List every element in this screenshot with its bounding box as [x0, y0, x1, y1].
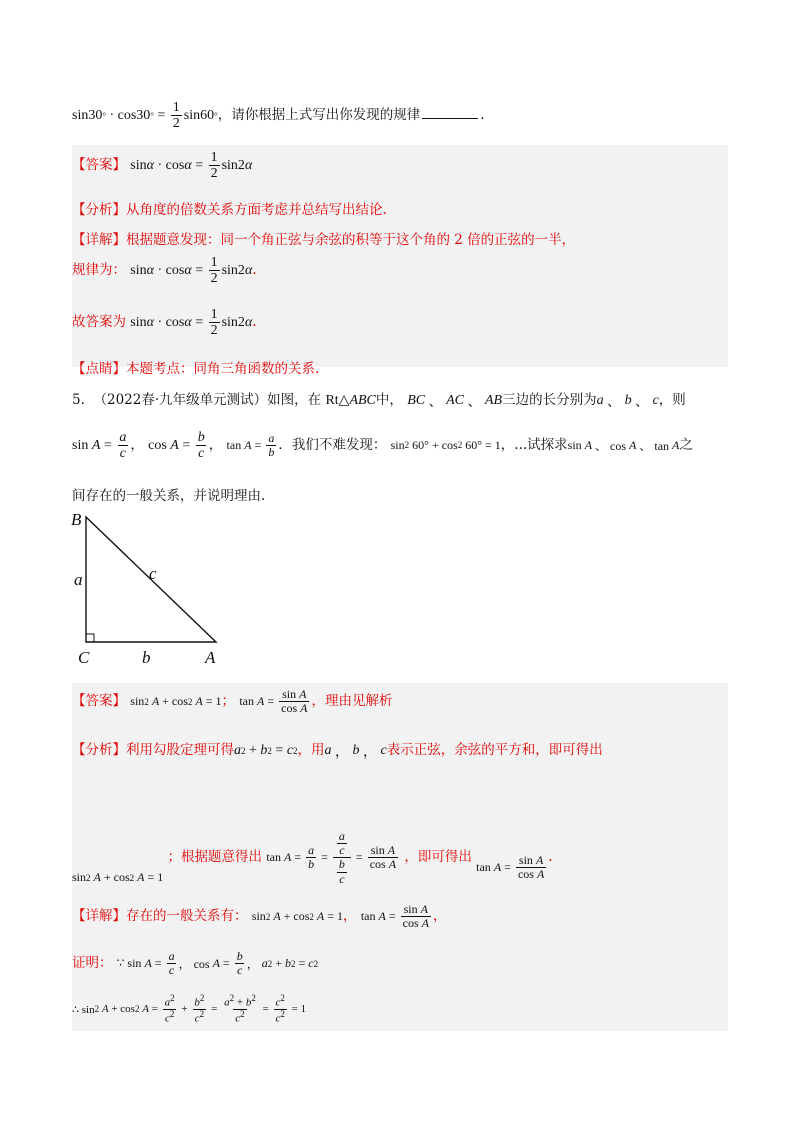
q5-detail-tag: 【详解】 — [72, 908, 126, 925]
we-find-text: ．我们不难发现： — [278, 436, 387, 453]
q4-final-line — [72, 307, 257, 339]
pythagorean: a 2 + b 2 = c 2 — [234, 743, 298, 758]
proof-givens: ∵ sin A = $\frac{a}{c}$ ， cos A = $\frac{b}{c}$ ， a 2 + b 2 = c 2 — [116, 949, 319, 978]
q4-analysis-line — [72, 198, 387, 218]
q4-rule-line — [72, 255, 257, 287]
q5-middle: 中， — [375, 392, 403, 408]
q5-line-3 — [72, 484, 265, 504]
side-c-label: c — [149, 564, 157, 583]
q4-end-mark: . — [480, 106, 485, 123]
right-triangle-figure — [66, 505, 236, 670]
vertex-c-label: C — [78, 648, 90, 667]
analysis-text-3: 表示正弦，余弦的平方和，即可得出 — [386, 742, 603, 758]
sides-list: BC 、 AC 、 AB — [407, 393, 503, 410]
trig-funcs: sin A 、 cos A 、 tan A — [567, 437, 680, 453]
rule-formula: sin α · cos α = $\frac{1}{2}$ sin2 α — [130, 255, 253, 287]
q4-answer-formula: sin α · cos α = $\frac{1}{2}$ sin2 α — [130, 150, 253, 182]
right-angle-mark — [86, 634, 94, 642]
answer-tail: ，理由见解析 — [311, 693, 393, 710]
q5-analysis-line — [72, 738, 603, 761]
sides-text: 三边的长分别为 — [502, 392, 597, 408]
q5-answer-line: 【答案】 sin 2 A + cos 2 A = 1； tan A = $\frac{\text{sin A}}{\text{cos A}}$ ，理由见解析 — [72, 687, 393, 716]
q5-answer-tag: 【答案】 — [72, 693, 126, 710]
q5-intro: 如图，在 — [267, 392, 322, 408]
then-get-text: ，即可得出 — [404, 849, 472, 866]
vertex-b-label: B — [71, 510, 82, 529]
q5-detail-text: 存在的一般关系有： — [126, 908, 248, 925]
answer-tan: tan A = $\frac{\text{sin A}}{\text{cos A}}$ — [239, 687, 308, 716]
tan-def: tan A = $\frac{a}{b}$ — [226, 430, 275, 459]
rule-period: . — [252, 261, 257, 278]
rule-label: 规律为： — [72, 261, 126, 278]
q5-analysis-tag: 【分析】 — [72, 742, 126, 758]
q5-derivation-line: sin 2 A + cos 2 A = 1 ；根据题意得出 tan A = $\frac{a}{b}$ = $\frac{\frac{a}{c}}{\frac{b}{c}}$ = $\frac{\text{sin A}}{\text{cos A}}$ ，即可得出 tan A = $\frac{\text{sin A}}{\text{cos A}}$ . — [72, 829, 553, 886]
q5-line-2: sin A = $\frac{a}{c}$ ， cos A = $\frac{b}{c}$ ， tan A = $\frac{a}{b}$ ．我们不难发现： sin 2 60° + cos 2 60° = 1，...试探求sin A 、 cos A 、 tan A 之 — [72, 430, 693, 462]
side-a-label: a — [74, 570, 83, 589]
sin-def: sin A = $\frac{a}{c}$ — [72, 430, 127, 462]
based-text: ；根据题意得出 — [167, 849, 263, 866]
comment-text: 本题考点：同角三角函数的关系. — [126, 361, 320, 377]
abc-letters: a ， b ， c — [324, 743, 387, 760]
answer-tag: 【答案】 — [72, 156, 126, 173]
q4-answer-line — [72, 150, 252, 182]
derived-identity: sin 2 A + cos 2 A = 1 — [72, 870, 164, 885]
q5-therefore-line — [72, 994, 306, 1025]
triangle-name: Rt△ ABC — [325, 392, 376, 408]
analysis-text: 从角度的倍数关系方面考虑并总结写出结论. — [126, 202, 387, 218]
q5-line-1 — [72, 388, 686, 411]
q5-proof-line — [72, 950, 318, 977]
q4-comment-line — [72, 357, 319, 377]
q5-line3-text: 间存在的一般关系，并说明理由. — [72, 488, 266, 504]
side-b-label: b — [142, 648, 151, 667]
analysis-tag: 【分析】 — [72, 202, 126, 218]
therefore-equation: ∴ sin 2 A + cos 2 A = $\frac{a^2}{c^2}$ + $\frac{b^2}{c^2}$ = $\frac{a^2 + b^2}{c^2}$ = $\frac{c^2}{c^2}$ = 1 — [72, 993, 307, 1025]
q5-then: ，则 — [658, 392, 686, 408]
cos-def: cos A = $\frac{b}{c}$ — [148, 430, 205, 462]
q4-question-text: ，请你根据上式写出你发现的规律 — [217, 106, 421, 123]
side-letters: a 、 b 、 c — [596, 393, 659, 410]
so-answer-label: 故答案为 — [72, 313, 126, 330]
identity-example: sin 2 60° + cos 2 60° = 1 — [390, 437, 501, 452]
q4-formula: sin30 ° · cos30 ° = $\frac{1}{2}$ sin60 ° — [72, 100, 218, 132]
tan-compound-fraction: tan A = $\frac{a}{b}$ = $\frac{\frac{a}{c}}{\frac{b}{c}}$ = $\frac{\text{sin A}}{\text{cos A}}$ — [266, 829, 397, 886]
analysis-text-1: 利用勾股定理可得 — [126, 742, 234, 758]
answer-identity: sin 2 A + cos 2 A = 1 — [130, 694, 222, 709]
detail-text: 根据题意发现：同一个角正弦与余弦的积等于这个角的 2 倍的正弦的一半， — [126, 232, 576, 248]
analysis-text-2: ，用 — [297, 742, 325, 758]
zhi-text: 之 — [679, 436, 693, 453]
question-source: （2022春·九年级单元测试） — [93, 392, 268, 408]
detail-tan: tan A = $\frac{\text{sin A}}{\text{cos A}}$ — [360, 902, 429, 931]
try-text: 试探求 — [527, 436, 568, 453]
derived-tan: tan A = $\frac{\text{sin A}}{\text{cos A}}$ — [476, 853, 545, 882]
comment-tag: 【点睛】 — [72, 361, 126, 377]
detail-tag: 【详解】 — [72, 232, 126, 248]
q4-detail-line — [72, 228, 575, 248]
proof-label: 证明： — [72, 955, 113, 972]
final-period: . — [252, 313, 257, 330]
q5-detail-line: 【详解】存在的一般关系有： sin 2 A + cos 2 A = 1， tan A = $\frac{\text{sin A}}{\text{cos A}}$ ， — [72, 902, 447, 931]
answer-blank — [422, 108, 478, 119]
question-number: 5. — [72, 392, 85, 408]
final-formula: sin α · cos α = $\frac{1}{2}$ sin2 α — [130, 307, 253, 339]
vertex-a-label: A — [205, 648, 216, 667]
detail-identity: sin 2 A + cos 2 A = 1 — [251, 909, 344, 924]
q4-line — [72, 100, 485, 132]
